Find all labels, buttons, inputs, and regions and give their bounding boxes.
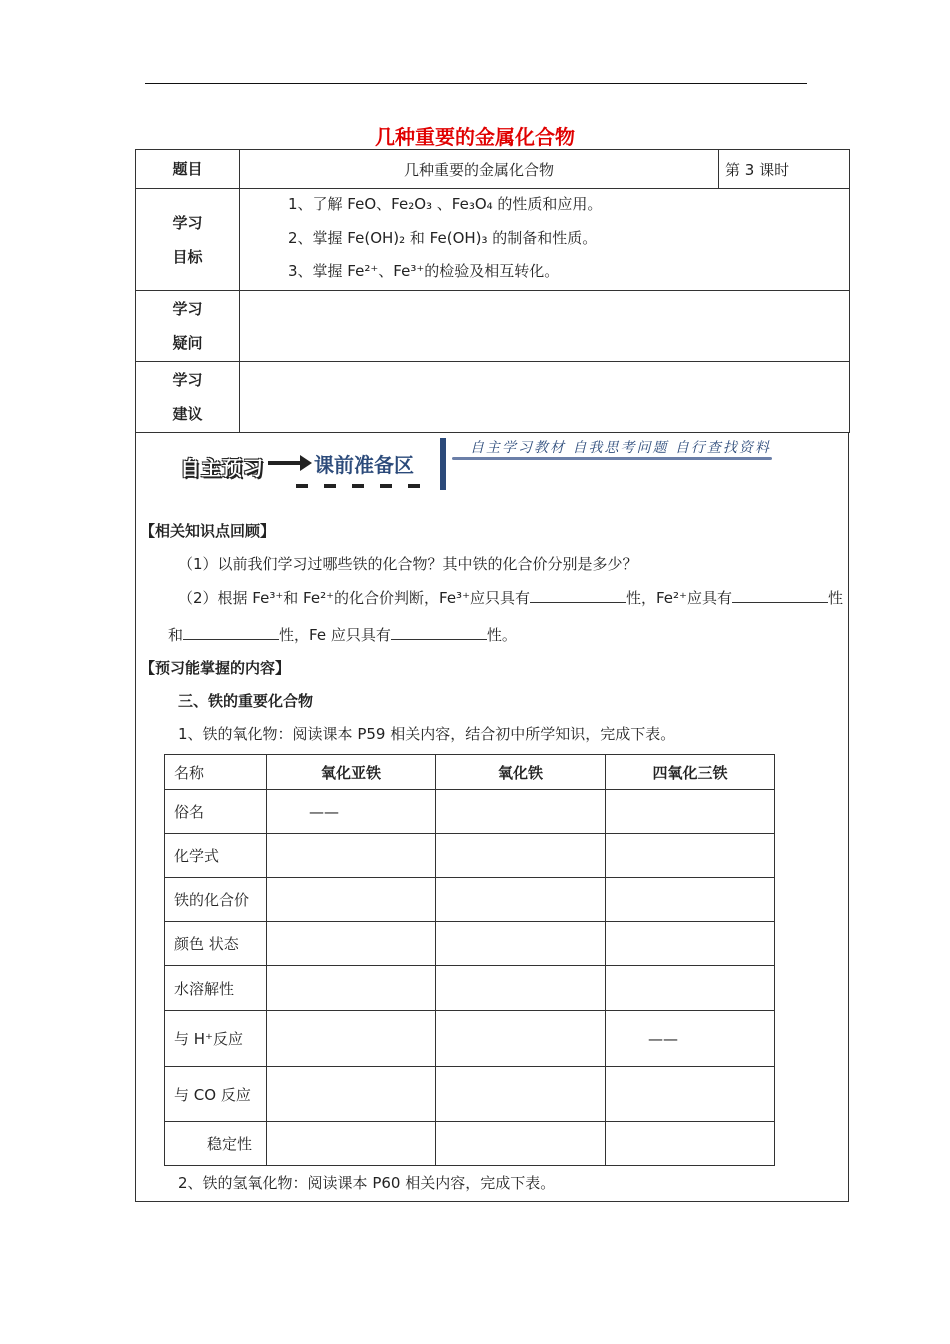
blank-fe3[interactable] — [530, 588, 626, 603]
table-cell[interactable] — [267, 878, 436, 922]
goals-cell — [240, 189, 850, 291]
banner-underline — [452, 457, 772, 460]
review-q1: （1）以前我们学习过哪些铁的化合物？其中铁的化合价分别是多少？ — [178, 555, 638, 573]
questions-cell[interactable] — [240, 291, 850, 362]
preview-heading: 【预习能掌握的内容】 — [140, 659, 291, 677]
item-1: 1、铁的氧化物：阅读课本 P59 相关内容，结合初中所学知识，完成下表。 — [178, 725, 676, 743]
row-label: 俗名 — [165, 790, 267, 834]
questions-label: 学习 疑问 — [136, 291, 240, 362]
oxide-header-fe3o4: 四氧化三铁 — [606, 755, 775, 790]
table-cell[interactable] — [606, 1122, 775, 1166]
banner-tagline: 自主学习教材 自我思考问题 自行查找资料 — [470, 440, 771, 456]
banner-divider — [440, 438, 446, 490]
review-q2-line2: 和 性，Fe 应只具有 性。 — [168, 626, 517, 644]
table-cell[interactable] — [267, 922, 436, 966]
table-cell[interactable] — [436, 834, 606, 878]
item-2: 2、铁的氢氧化物：阅读课本 P60 相关内容，完成下表。 — [178, 1174, 556, 1192]
table-cell[interactable] — [267, 1011, 436, 1067]
table-cell[interactable]: —— — [267, 790, 436, 834]
row-label: 水溶解性 — [165, 966, 267, 1011]
table-cell[interactable] — [267, 1122, 436, 1166]
banner-arrow-icon — [268, 461, 302, 465]
row-label: 化学式 — [165, 834, 267, 878]
table-cell[interactable] — [436, 966, 606, 1011]
table-cell[interactable] — [436, 1067, 606, 1122]
oxide-header-name: 名称 — [165, 755, 267, 790]
row-label: 与 H⁺反应 — [165, 1011, 267, 1067]
advice-label: 学习 建议 — [136, 362, 240, 433]
review-q2-line1: （2）根据 Fe³⁺和 Fe²⁺的化合价判断，Fe³⁺应只具有 性，Fe²⁺应具有 性 — [178, 589, 843, 607]
goal-3: 3、掌握 Fe²⁺、Fe³⁺的检验及相互转化。 — [288, 262, 560, 280]
table-cell[interactable] — [606, 878, 775, 922]
row-label: 稳定性 — [165, 1122, 267, 1166]
oxide-table — [164, 754, 775, 1166]
banner-dash-line — [296, 484, 432, 488]
header-table — [135, 149, 850, 433]
table-cell[interactable] — [436, 922, 606, 966]
section-title: 三、铁的重要化合物 — [178, 692, 314, 710]
blank-fe2-b[interactable] — [183, 625, 279, 640]
banner-self-study: 自主预习 — [180, 456, 264, 480]
table-cell[interactable] — [436, 790, 606, 834]
table-cell[interactable]: —— — [606, 1011, 775, 1067]
table-cell[interactable] — [436, 878, 606, 922]
blank-fe2-a[interactable] — [732, 588, 828, 603]
table-cell[interactable] — [436, 1011, 606, 1067]
goals-label: 学习 目标 — [136, 189, 240, 291]
lesson-number: 第 3 课时 — [719, 150, 850, 189]
table-cell[interactable] — [606, 1067, 775, 1122]
table-cell[interactable] — [436, 1122, 606, 1166]
banner-prep-zone: 课前准备区 — [314, 453, 414, 477]
review-heading: 【相关知识点回顾】 — [140, 522, 276, 540]
banner-arrow-head-icon — [300, 455, 312, 471]
goal-2: 2、掌握 Fe(OH)₂ 和 Fe(OH)₃ 的制备和性质。 — [288, 229, 598, 247]
table-cell[interactable] — [267, 1067, 436, 1122]
topic-label: 题目 — [136, 150, 240, 189]
blank-fe[interactable] — [391, 625, 487, 640]
header-rule — [145, 83, 807, 84]
advice-cell[interactable] — [240, 362, 850, 433]
oxide-header-feo: 氧化亚铁 — [267, 755, 436, 790]
table-cell[interactable] — [606, 790, 775, 834]
page-title: 几种重要的金属化合物 — [375, 125, 575, 149]
row-label: 铁的化合价 — [165, 878, 267, 922]
topic-value: 几种重要的金属化合物 — [240, 150, 719, 189]
table-cell[interactable] — [267, 966, 436, 1011]
goal-1: 1、了解 FeO、Fe₂O₃ 、Fe₃O₄ 的性质和应用。 — [288, 195, 603, 213]
oxide-header-fe2o3: 氧化铁 — [436, 755, 606, 790]
row-label: 与 CO 反应 — [165, 1067, 267, 1122]
table-cell[interactable] — [606, 922, 775, 966]
row-label: 颜色 状态 — [165, 922, 267, 966]
table-cell[interactable] — [267, 834, 436, 878]
table-cell[interactable] — [606, 966, 775, 1011]
table-cell[interactable] — [606, 834, 775, 878]
